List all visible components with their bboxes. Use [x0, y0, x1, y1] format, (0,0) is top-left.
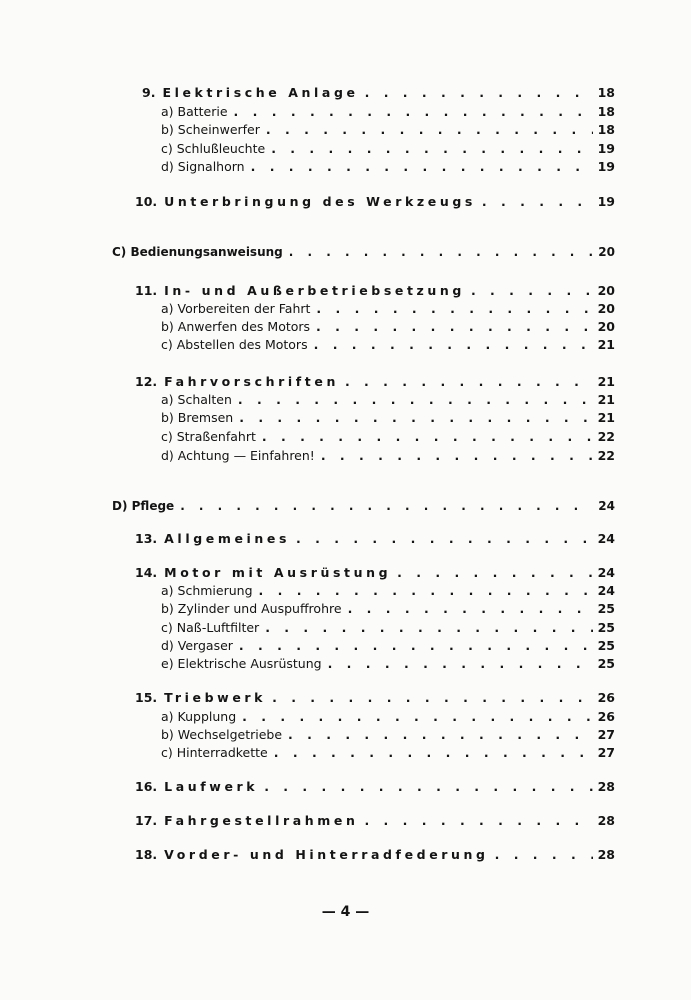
page-footer-number: — 4 —: [321, 904, 370, 920]
toc-entry-11c: [161, 336, 615, 354]
leader-dots: [289, 243, 593, 261]
entry-title: c) Schlußleuchte: [161, 141, 266, 156]
leader-dots: [259, 582, 594, 600]
entry-title: c) Abstellen des Motors: [161, 337, 308, 352]
page-number: 24: [597, 565, 615, 580]
leader-dots: [272, 689, 593, 707]
toc-entry-17: [135, 812, 615, 830]
entry-number: 16.: [135, 779, 158, 794]
toc-entry-9b: [161, 121, 615, 139]
leader-dots: [328, 655, 593, 673]
entry-number: 15.: [135, 690, 158, 705]
page-number: 20: [597, 283, 615, 298]
page-number: 18: [597, 122, 615, 137]
page-number: 20: [597, 301, 615, 316]
leader-dots: [251, 158, 593, 176]
entry-title: Vorder- und Hinterradfederung: [164, 847, 489, 862]
leader-dots: [471, 282, 593, 300]
leader-dots: [264, 778, 593, 796]
entry-number: 12.: [135, 374, 158, 389]
page-number: 24: [597, 531, 615, 546]
leader-dots: [265, 619, 593, 637]
leader-dots: [345, 373, 593, 391]
toc-entry-15a: [161, 708, 615, 726]
page-number: 24: [597, 583, 615, 598]
leader-dots: [348, 600, 593, 618]
page-number: 25: [597, 656, 615, 671]
toc-entry-9a: [161, 103, 615, 121]
page-number: 20: [598, 245, 615, 259]
toc-entry-14e: [161, 655, 615, 673]
entry-title: d) Signalhorn: [161, 159, 245, 174]
entry-title: b) Wechselgetriebe: [161, 727, 283, 742]
leader-dots: [314, 336, 593, 354]
toc-entry-14c: [161, 619, 615, 637]
toc-entry-9c: [161, 140, 615, 158]
page-number: 28: [597, 847, 615, 862]
leader-dots: [365, 84, 593, 102]
toc-section-c: [112, 243, 615, 261]
entry-title: Elektrische Anlage: [162, 85, 359, 100]
entry-number: 11.: [135, 283, 158, 298]
page-number: 21: [597, 392, 615, 407]
page-number: 28: [597, 779, 615, 794]
leader-dots: [495, 846, 593, 864]
entry-title: c) Straßenfahrt: [161, 429, 256, 444]
entry-title: a) Batterie: [161, 104, 228, 119]
entry-number: 13.: [135, 531, 158, 546]
page-number: 18: [597, 104, 615, 119]
entry-title: Triebwerk: [164, 690, 267, 705]
entry-title: a) Vorbereiten der Fahrt: [161, 301, 311, 316]
section-title: D) Pflege: [112, 499, 175, 513]
toc-entry-11a: [161, 300, 615, 318]
page-number: 27: [597, 727, 615, 742]
entry-title: Laufwerk: [164, 779, 259, 794]
page-number: 26: [597, 709, 615, 724]
toc-entry-15c: [161, 744, 615, 762]
page-number: 27: [597, 745, 615, 760]
page-number: 25: [597, 638, 615, 653]
leader-dots: [239, 637, 593, 655]
leader-dots: [321, 447, 593, 465]
entry-title: a) Schmierung: [161, 583, 253, 598]
entry-number: 17.: [135, 813, 158, 828]
toc-entry-15b: [161, 726, 615, 744]
page-number: 22: [597, 429, 615, 444]
page-number: 25: [597, 620, 615, 635]
entry-title: b) Zylinder und Auspuffrohre: [161, 601, 342, 616]
page-number: 22: [597, 448, 615, 463]
toc-entry-18: [135, 846, 615, 864]
entry-title: In- und Außerbetriebsetzung: [164, 283, 465, 298]
toc-entry-11: [135, 282, 615, 300]
entry-number: 9.: [142, 85, 156, 100]
page-number: 20: [597, 319, 615, 334]
toc-entry-10: [135, 193, 615, 211]
toc-entry-14a: [161, 582, 615, 600]
entry-title: Fahrgestellrahmen: [164, 813, 359, 828]
toc-entry-12: [135, 373, 615, 391]
entry-title: b) Scheinwerfer: [161, 122, 260, 137]
entry-title: Unterbringung des Werkzeugs: [164, 194, 476, 209]
toc-entry-12d: [161, 447, 615, 465]
entry-title: c) Naß-Luftfilter: [161, 620, 260, 635]
entry-title: Allgemeines: [164, 531, 291, 546]
entry-number: 14.: [135, 565, 158, 580]
leader-dots: [180, 497, 593, 515]
toc-entry-14d: [161, 637, 615, 655]
leader-dots: [271, 140, 593, 158]
toc-entry-12a: [161, 391, 615, 409]
leader-dots: [239, 409, 593, 427]
leader-dots: [242, 708, 593, 726]
entry-title: d) Vergaser: [161, 638, 233, 653]
toc-entry-9d: [161, 158, 615, 176]
page-number: 18: [597, 85, 615, 100]
page-number: 21: [597, 374, 615, 389]
leader-dots: [397, 564, 593, 582]
entry-title: Motor mit Ausrüstung: [164, 565, 392, 580]
toc-entry-12b: [161, 409, 615, 427]
toc-section-d: [112, 497, 615, 515]
entry-title: Fahrvorschriften: [164, 374, 339, 389]
toc-entry-14: [135, 564, 615, 582]
leader-dots: [234, 103, 593, 121]
toc-entry-13: [135, 530, 615, 548]
section-title: C) Bedienungsanweisung: [112, 245, 283, 259]
page-number: 19: [597, 141, 615, 156]
leader-dots: [238, 391, 593, 409]
leader-dots: [364, 812, 593, 830]
leader-dots: [274, 744, 593, 762]
entry-title: b) Anwerfen des Motors: [161, 319, 311, 334]
leader-dots: [316, 300, 593, 318]
toc-entry-16: [135, 778, 615, 796]
leader-dots: [262, 428, 593, 446]
entry-number: 10.: [135, 194, 158, 209]
entry-title: a) Kupplung: [161, 709, 237, 724]
entry-title: c) Hinterradkette: [161, 745, 268, 760]
page-number: 19: [597, 194, 615, 209]
page-number: 21: [597, 337, 615, 352]
page-number: 28: [597, 813, 615, 828]
toc-entry-11b: [161, 318, 615, 336]
page-number: 26: [597, 690, 615, 705]
toc-entry-15: [135, 689, 615, 707]
leader-dots: [266, 121, 593, 139]
leader-dots: [288, 726, 593, 744]
leader-dots: [482, 193, 593, 211]
entry-title: d) Achtung — Einfahren!: [161, 448, 315, 463]
toc-entry-12c: [161, 428, 615, 446]
leader-dots: [316, 318, 593, 336]
page-number: 19: [597, 159, 615, 174]
entry-title: e) Elektrische Ausrüstung: [161, 656, 322, 671]
entry-title: a) Schalten: [161, 392, 232, 407]
page-number: 24: [598, 499, 615, 513]
leader-dots: [296, 530, 593, 548]
toc-entry-9: [142, 84, 615, 102]
toc-entry-14b: [161, 600, 615, 618]
entry-title: b) Bremsen: [161, 410, 234, 425]
page-number: 21: [597, 410, 615, 425]
page-number: 25: [597, 601, 615, 616]
entry-number: 18.: [135, 847, 158, 862]
